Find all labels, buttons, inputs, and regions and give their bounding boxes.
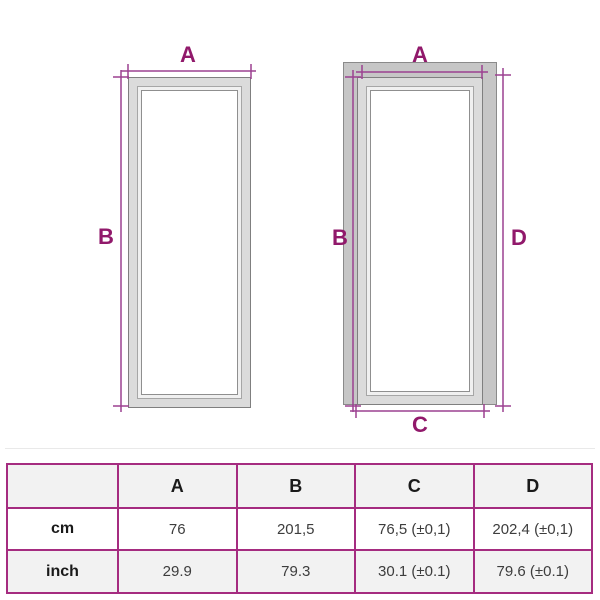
cell-cm-d: 202,4 (±0,1) bbox=[474, 508, 593, 550]
cell-cm-c: 76,5 (±0,1) bbox=[355, 508, 474, 550]
table-row-inch bbox=[7, 550, 592, 593]
dim-label-a-right: A bbox=[412, 42, 428, 67]
cell-inch-d: 79.6 (±0.1) bbox=[474, 550, 593, 593]
door-frame-opening bbox=[141, 90, 238, 395]
header-cell-a: A bbox=[118, 464, 237, 508]
door-frame-opening bbox=[370, 90, 470, 392]
cell-cm-a: 76 bbox=[118, 508, 237, 550]
cell-cm-b: 201,5 bbox=[237, 508, 356, 550]
door-frame-side-view bbox=[357, 77, 483, 405]
dim-label-d-right: D bbox=[511, 225, 527, 250]
table-row-cm bbox=[7, 508, 592, 550]
dim-label-b-right: B bbox=[332, 225, 348, 250]
dimension-spec-table bbox=[6, 463, 593, 594]
door-frame-inner-strip bbox=[366, 86, 474, 396]
dim-label-c-bottom: C bbox=[412, 412, 428, 437]
door-frame-inner-strip bbox=[137, 86, 242, 399]
header-cell-empty bbox=[7, 464, 118, 508]
row-label-inch: inch bbox=[7, 550, 118, 593]
dim-label-b-left: B bbox=[98, 224, 114, 249]
door-frame-front-view bbox=[128, 77, 251, 408]
cell-inch-c: 30.1 (±0.1) bbox=[355, 550, 474, 593]
header-cell-d: D bbox=[474, 464, 593, 508]
header-cell-c: C bbox=[355, 464, 474, 508]
section-divider-line bbox=[5, 448, 595, 449]
row-label-cm: cm bbox=[7, 508, 118, 550]
table-header-row bbox=[7, 464, 592, 508]
cell-inch-a: 29.9 bbox=[118, 550, 237, 593]
header-cell-b: B bbox=[237, 464, 356, 508]
dim-label-a-left: A bbox=[180, 42, 196, 67]
cell-inch-b: 79.3 bbox=[237, 550, 356, 593]
